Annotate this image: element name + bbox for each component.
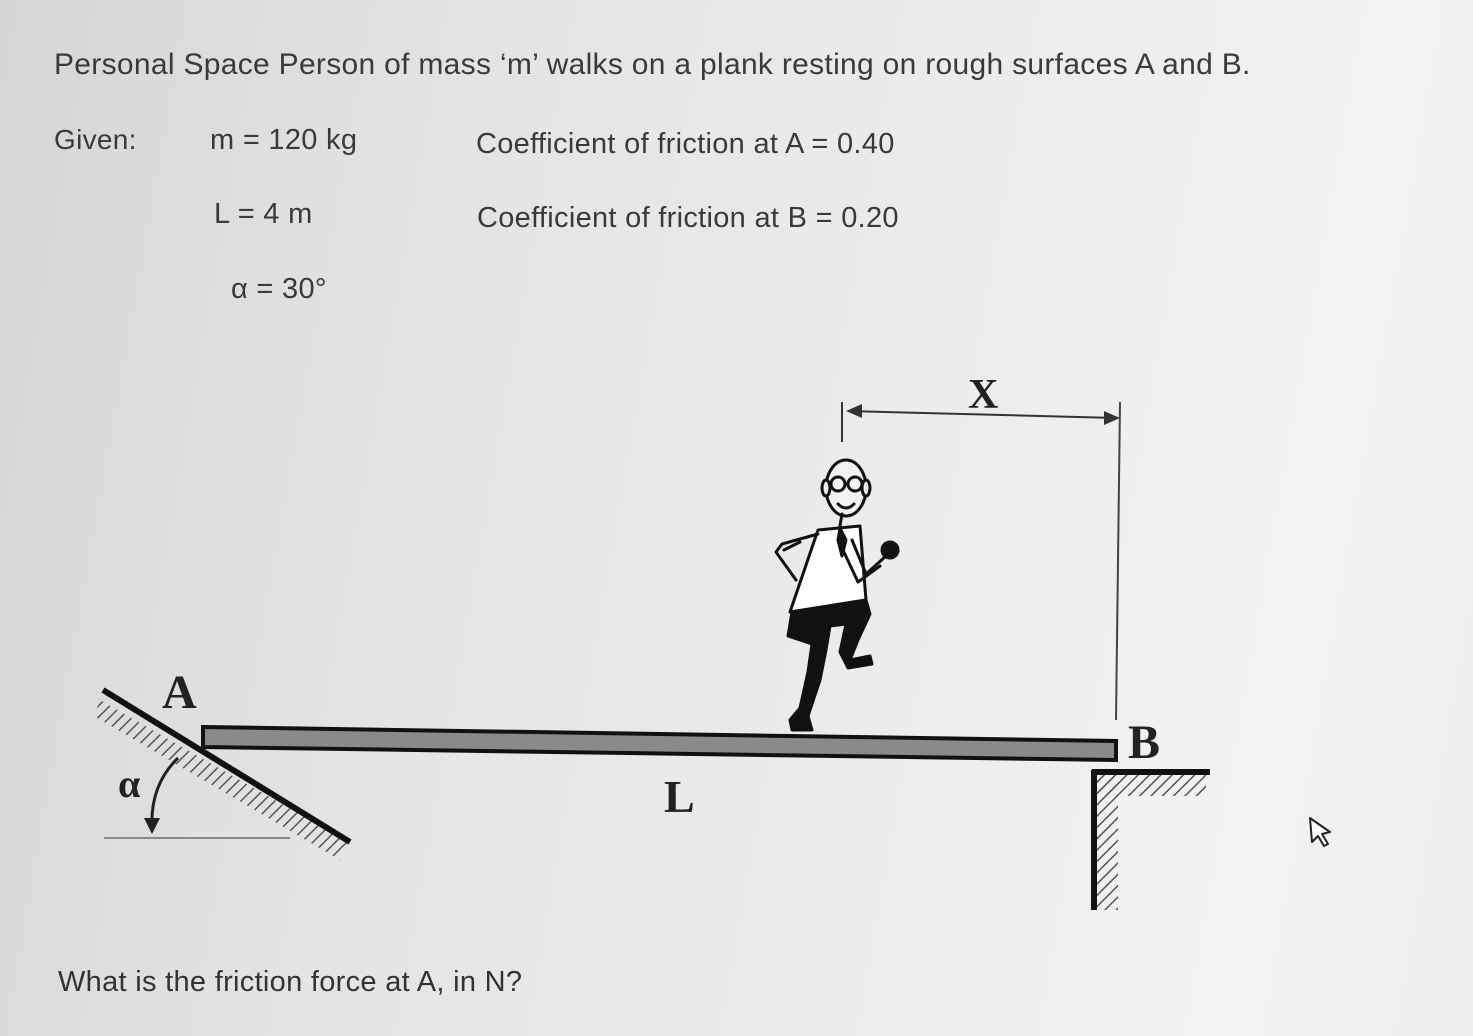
walking-person-icon — [776, 460, 898, 730]
label-x: X — [968, 372, 999, 418]
label-b: B — [1128, 716, 1161, 769]
given-friction-b: Coefficient of friction at B = 0.20 — [477, 202, 899, 234]
support-b — [1092, 770, 1210, 910]
label-a: A — [162, 666, 197, 719]
given-length: L = 4 m — [214, 198, 313, 230]
alpha-arc — [144, 758, 178, 834]
given-friction-a: Coefficient of friction at A = 0.40 — [476, 128, 895, 160]
given-label: Given: — [54, 124, 137, 155]
plank — [203, 727, 1116, 760]
label-l: L — [664, 771, 695, 822]
problem-title: Personal Space Person of mass ‘m’ walks on a plank resting on rough surfaces A and B. — [54, 48, 1251, 81]
question-text: What is the friction force at A, in N? — [58, 966, 523, 998]
given-angle: α = 30° — [231, 273, 327, 305]
label-alpha: α — [118, 761, 141, 806]
dimension-x — [842, 402, 1120, 720]
given-mass: m = 120 kg — [210, 124, 358, 156]
mouse-pointer-icon — [1310, 818, 1330, 846]
